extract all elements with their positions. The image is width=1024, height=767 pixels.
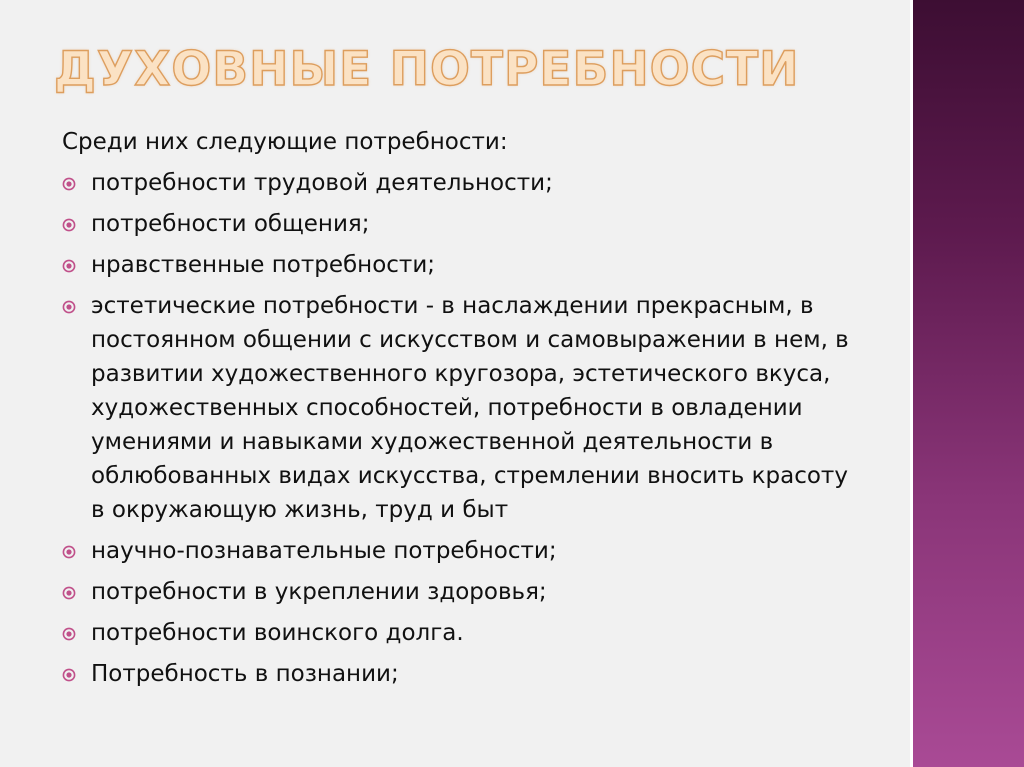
circle-dot-icon [62,259,76,273]
list-item-text: потребности в укреплении здоровья; [91,579,547,605]
list-item-text: Потребность в познании; [91,661,399,687]
list-item-text: эстетические потребности - в наслаждении прекрасным, в постоянном общении с искусством и самовыражении в нем, в развитии художественного кругозора, эстетического вкуса, художественных способностей, потребности в овладении умениями и навыками художественной деятельности в облюбованных видах искусства, стремлении вносить красоту в окружающую жизнь, труд и быт [91,293,849,523]
list-item-text: нравственные потребности; [91,252,436,278]
list-item [62,248,852,282]
list-item-text: потребности воинского долга. [91,620,464,646]
circle-dot-icon [62,177,76,191]
list-item-text: научно-познавательные потребности; [91,538,557,564]
circle-dot-icon [62,218,76,232]
circle-dot-icon [62,300,76,314]
list-item [62,616,852,650]
list-item [62,657,852,691]
list-item-text: потребности трудовой деятельности; [91,170,553,196]
list-item [62,289,852,527]
side-bar-edge [910,0,913,767]
decorative-side-bar [913,0,1024,767]
list-item [62,575,852,609]
needs-list [62,166,852,691]
circle-dot-icon [62,545,76,559]
list-item-text: потребности общения; [91,211,370,237]
list-item [62,207,852,241]
list-item [62,534,852,568]
slide-title: ДУХОВНЫЕ ПОТРЕБНОСТИ [54,42,800,97]
circle-dot-icon [62,627,76,641]
circle-dot-icon [62,586,76,600]
slide-body [62,125,852,698]
list-item [62,166,852,200]
circle-dot-icon [62,668,76,682]
intro-text: Среди них следующие потребности: [62,129,508,155]
